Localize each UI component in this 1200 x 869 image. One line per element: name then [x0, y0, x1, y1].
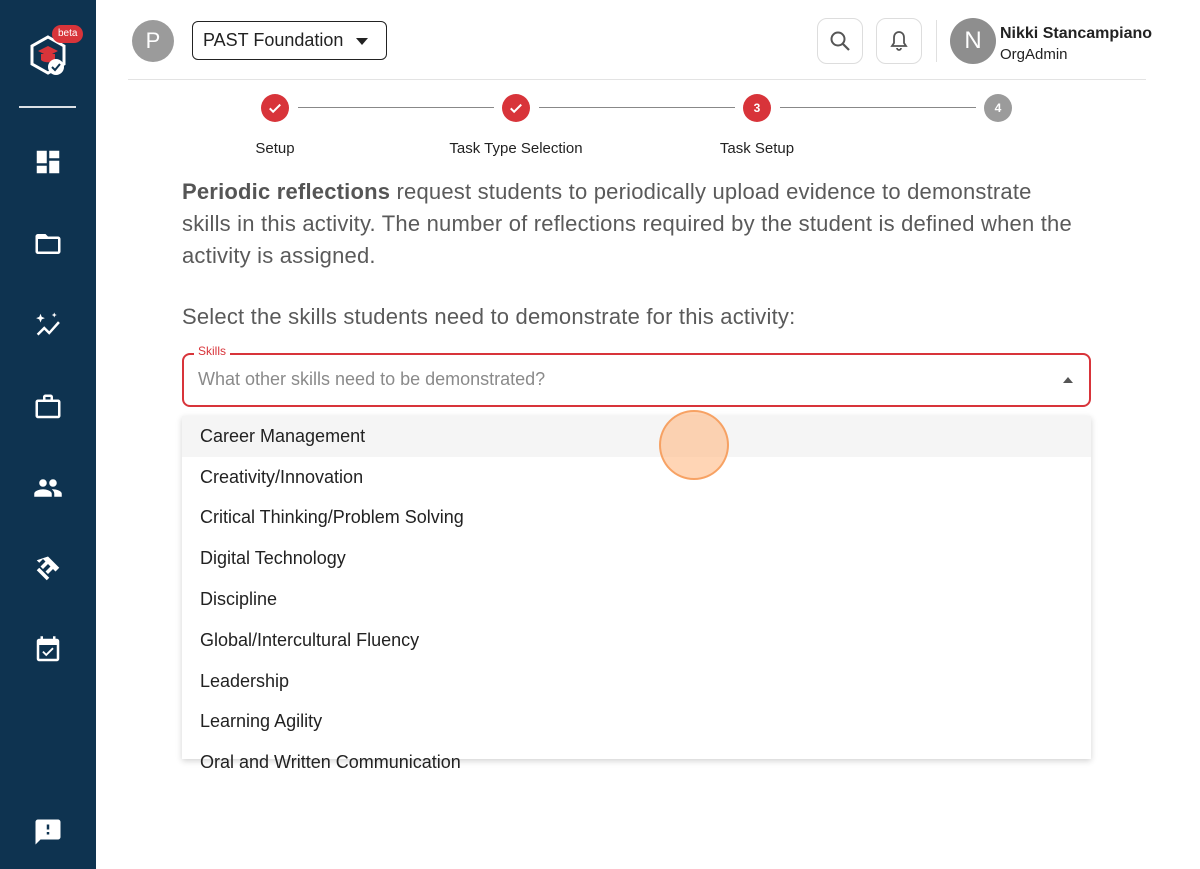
search-icon: [828, 29, 852, 53]
step-2-label: Task Type Selection: [449, 140, 583, 157]
caret-up-icon[interactable]: [1063, 377, 1073, 383]
skill-option-oral-written-communication[interactable]: Oral and Written Communication: [200, 752, 461, 773]
skills-input[interactable]: [198, 369, 1018, 390]
description-text: request students to periodically upload evidence to demonstrate skills in this activity. The number of reflections required by the student is defined when the activity is assigned.: [182, 179, 1072, 268]
step-1-circle: [261, 94, 289, 122]
user-role: OrgAdmin: [1000, 46, 1068, 63]
skill-option-creativity-innovation[interactable]: Creativity/Innovation: [200, 466, 364, 487]
description-bold: Periodic reflections: [182, 179, 391, 204]
step-connector: [539, 107, 735, 108]
beta-badge: beta: [52, 25, 83, 43]
user-name: Nikki Stancampiano: [1000, 25, 1153, 42]
search-button[interactable]: [817, 18, 863, 64]
sidebar-divider: [19, 106, 76, 108]
skill-option-digital-technology[interactable]: Digital Technology: [200, 548, 346, 569]
skills-prompt: Select the skills students need to demonstrate for this activity:: [182, 304, 796, 329]
handshake-icon[interactable]: [32, 553, 64, 585]
notifications-button[interactable]: [876, 18, 922, 64]
task-description: [182, 176, 1082, 272]
org-select-label: PAST Foundation: [203, 30, 344, 50]
skill-option-discipline[interactable]: Discipline: [200, 589, 278, 610]
calendar-check-icon[interactable]: [32, 634, 64, 666]
step-2-circle: [502, 94, 530, 122]
step-connector: [298, 107, 494, 108]
user-avatar[interactable]: N: [950, 18, 996, 64]
folder-icon[interactable]: [32, 228, 64, 260]
feedback-icon[interactable]: [32, 816, 64, 848]
analytics-icon[interactable]: [32, 309, 64, 341]
check-icon: [266, 99, 284, 117]
briefcase-icon[interactable]: [32, 391, 64, 423]
dashboard-icon[interactable]: [32, 146, 64, 178]
skill-option-global-intercultural[interactable]: Global/Intercultural Fluency: [200, 629, 420, 650]
skills-field-label: Skills: [194, 344, 230, 358]
step-4-circle: 4: [984, 94, 1012, 122]
bell-icon: [887, 29, 911, 53]
skill-option-critical-thinking[interactable]: Critical Thinking/Problem Solving: [200, 507, 464, 528]
skills-autocomplete[interactable]: [182, 353, 1091, 407]
skills-dropdown: [182, 416, 1091, 773]
org-avatar: P: [132, 20, 174, 62]
step-1-label: Setup: [255, 140, 295, 157]
caret-down-icon: [356, 38, 368, 45]
step-3-circle: 3: [743, 94, 771, 122]
step-connector: [780, 107, 976, 108]
click-indicator: [659, 410, 729, 480]
people-icon[interactable]: [32, 472, 64, 504]
org-select[interactable]: [192, 21, 387, 60]
skill-option-learning-agility[interactable]: Learning Agility: [200, 711, 323, 732]
sidebar: [0, 0, 96, 869]
skill-option-career-management[interactable]: Career Management: [182, 416, 1091, 457]
header-divider: [128, 79, 1146, 80]
header-separator: [936, 20, 937, 62]
step-3-label: Task Setup: [719, 140, 795, 157]
skill-option-leadership[interactable]: Leadership: [200, 670, 290, 691]
check-icon: [507, 99, 525, 117]
